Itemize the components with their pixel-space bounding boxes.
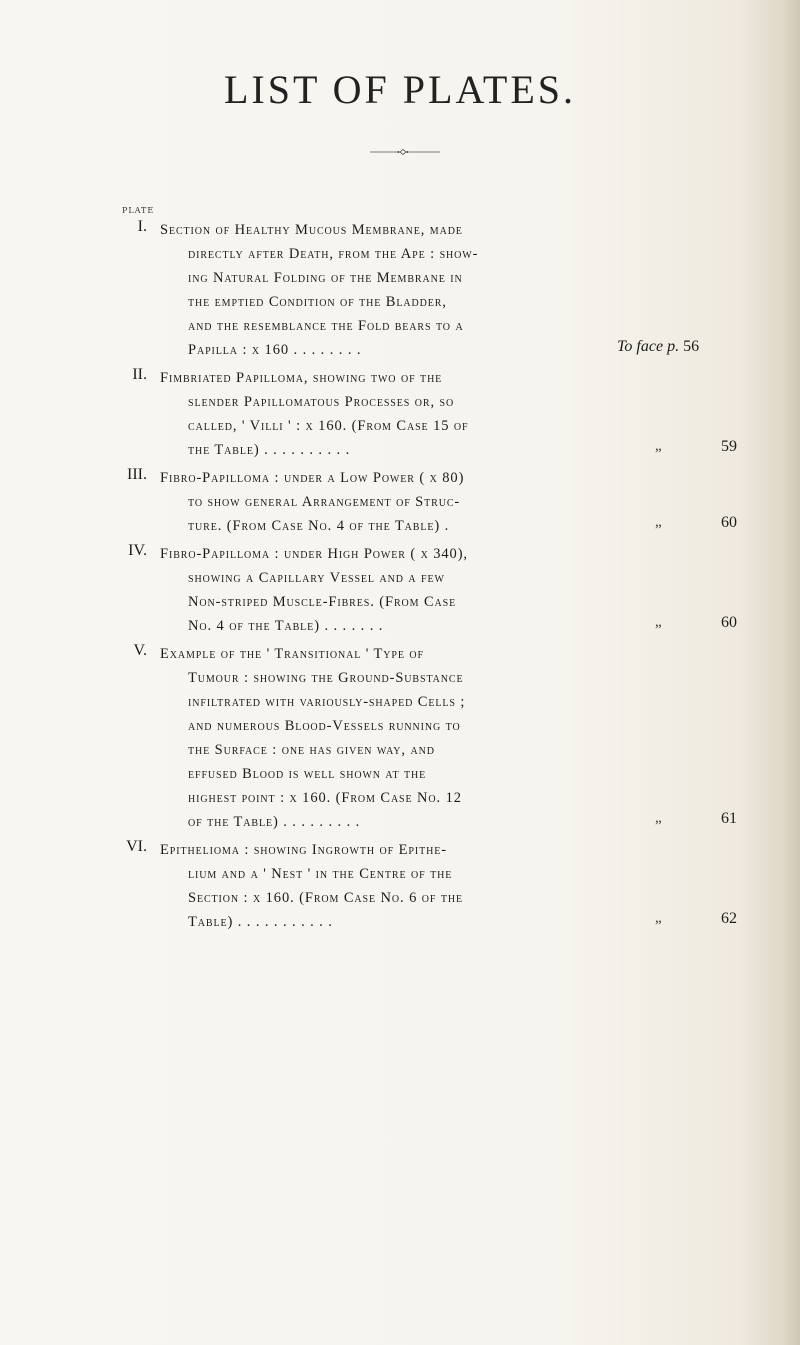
page-edge-shadow [740, 0, 800, 1345]
ditto-mark: „ [655, 514, 662, 530]
description-line: Tumour : showing the Ground-Substance [188, 670, 464, 686]
description-line: Epithelioma : showing Ingrowth of Epithe- [160, 842, 447, 858]
ditto-mark: „ [655, 438, 662, 454]
description-line: Example of the ' Transitional ' Type of [160, 646, 424, 662]
plate-numeral: V. [133, 642, 147, 659]
plate-description [160, 838, 610, 934]
ornament-divider [370, 148, 440, 156]
description-line: ing Natural Folding of the Membrane in [188, 270, 463, 286]
page-number: 61 [721, 810, 737, 827]
description-line: and the resemblance the Fold bears to a [188, 318, 464, 334]
description-line: highest point : x 160. (From Case No. 12 [188, 790, 462, 806]
page-number: 62 [721, 910, 737, 927]
description-line: of the Table) . . . . . . . . . [188, 814, 361, 830]
plate-numeral: II. [132, 366, 147, 383]
description-line: lium and a ' Nest ' in the Centre of the [188, 866, 453, 882]
page-number: 59 [721, 438, 737, 455]
description-line: the Table) . . . . . . . . . . [188, 442, 351, 458]
description-line: Non-striped Muscle-Fibres. (From Case [188, 594, 457, 610]
page-number: 56 [683, 338, 700, 355]
description-line: Section : x 160. (From Case No. 6 of the [188, 890, 464, 906]
plate-description [160, 366, 610, 462]
description-line: Table) . . . . . . . . . . . [188, 914, 333, 930]
page-number: 60 [721, 614, 737, 631]
description-line: infiltrated with variously-shaped Cells ; [188, 694, 466, 710]
page-title: LIST OF PLATES. [223, 67, 577, 112]
description-line: effused Blood is well shown at the [188, 766, 427, 782]
to-face-label: To face p. [617, 338, 680, 355]
description-line: Fibro-Papilloma : under High Power ( x 340), [160, 546, 468, 562]
description-line: ture. (From Case No. 4 of the Table) . [188, 518, 450, 534]
plate-description [160, 466, 610, 538]
plate-description [160, 542, 610, 638]
plate-description [160, 218, 610, 362]
plate-numeral: III. [127, 466, 147, 483]
plate-column-label: PLATE [122, 206, 155, 215]
plate-description [160, 642, 610, 834]
description-line: called, ' Villi ' : x 160. (From Case 15 of [188, 418, 469, 434]
plate-numeral: IV. [128, 542, 147, 559]
description-line: and numerous Blood-Vessels running to [188, 718, 461, 734]
plate-numeral: I. [137, 218, 147, 235]
description-line: to show general Arrangement of Struc- [188, 494, 461, 510]
description-line: No. 4 of the Table) . . . . . . . [188, 618, 384, 634]
description-line: the Surface : one has given way, and [188, 742, 435, 758]
plate-numeral: VI. [126, 838, 147, 855]
description-line: Section of Healthy Mucous Membrane, made [160, 222, 463, 238]
ditto-mark: „ [655, 910, 662, 926]
description-line: Fibro-Papilloma : under a Low Power ( x 80) [160, 470, 465, 486]
description-line: Papilla : x 160 . . . . . . . . [188, 342, 362, 358]
page-reference [617, 338, 737, 356]
ditto-mark: „ [655, 614, 662, 630]
description-line: Fimbriated Papilloma, showing two of the [160, 370, 443, 386]
description-line: slender Papillomatous Processes or, so [188, 394, 455, 410]
page-number: 60 [721, 514, 737, 531]
ditto-mark: „ [655, 810, 662, 826]
description-line: the emptied Condition of the Bladder, [188, 294, 447, 310]
description-line: showing a Capillary Vessel and a few [188, 570, 445, 586]
description-line: directly after Death, from the Ape : show- [188, 246, 479, 262]
